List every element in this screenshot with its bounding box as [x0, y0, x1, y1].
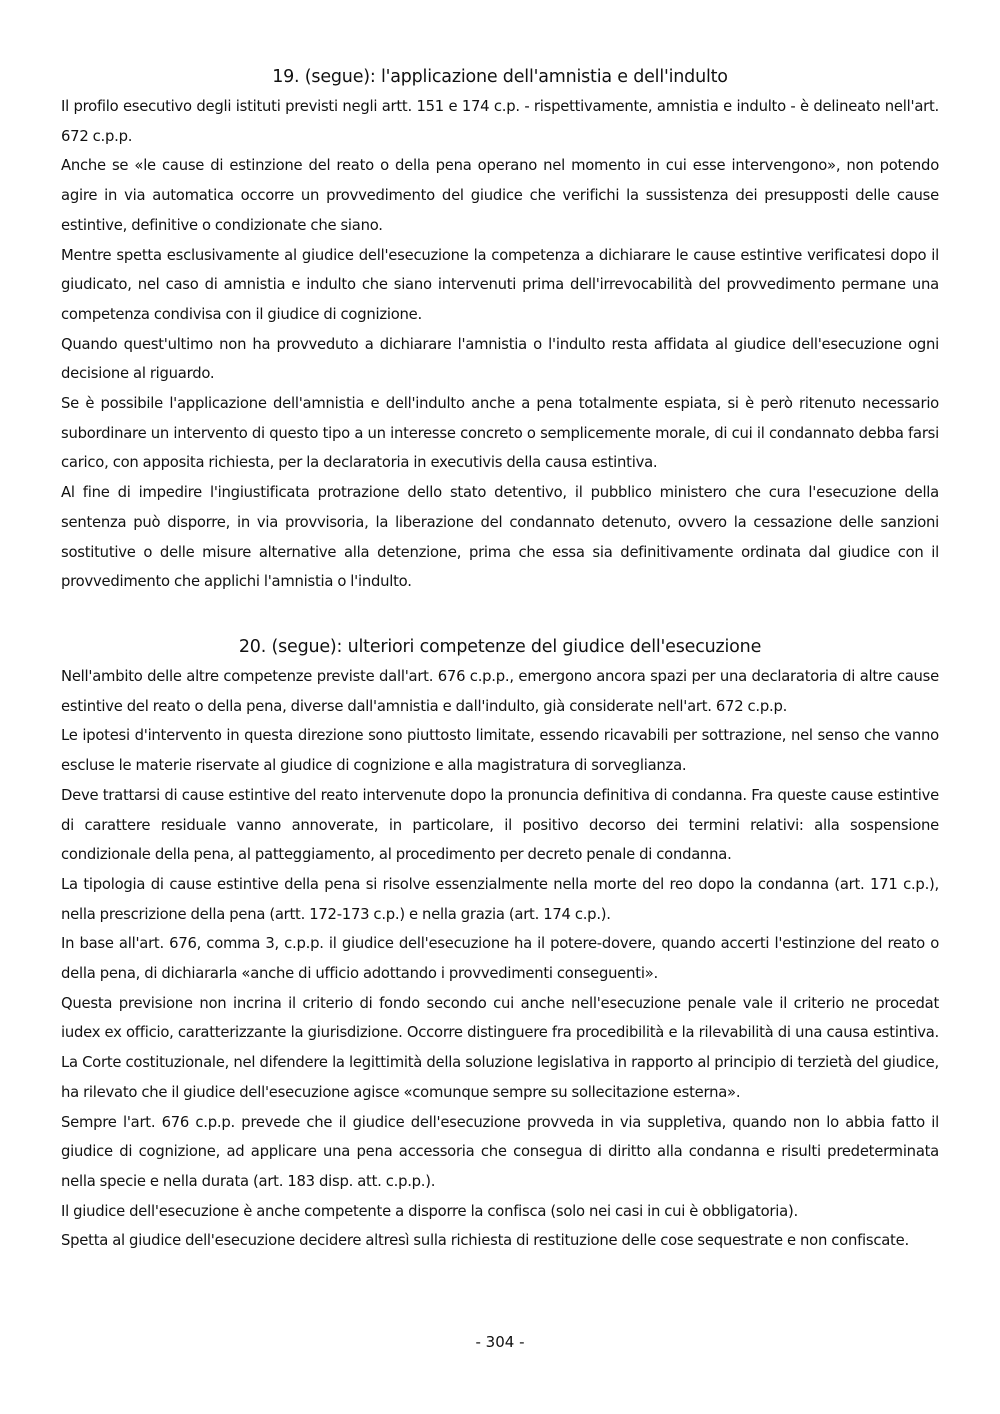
paragraph: Nell'ambito delle altre competenze previste dall'art. 676 c.p.p., emergono ancora spazi per una declaratoria di altre cause estintive del reato o della pena, diverse dall'amnistia e dall'indulto, già considerate nell'art. 672 c.p.p. [61, 668, 939, 715]
section-19 [61, 62, 939, 597]
paragraph: Deve trattarsi di cause estintive del reato intervenute dopo la pronuncia definitiva di condanna. Fra queste cause estintive di carattere residuale vanno annoverate, in particolare, il positivo decorso dei termini relativi: alla sospensione condizionale della pena, al patteggiamento, al procedimento per decreto penale di condanna. [61, 786, 939, 864]
paragraph: Le ipotesi d'intervento in questa direzione sono piuttosto limitate, essendo ricavabili per sottrazione, nel senso che vanno escluse le materie riservate al giudice di cognizione e alla magistratura di sorveglianza. [61, 727, 939, 775]
section-title: 19. (segue): l'applicazione dell'amnistia e dell'indulto [272, 67, 728, 87]
paragraph: Il giudice dell'esecuzione è anche competente a disporre la confisca (solo nei casi in cui è obbligatoria). [61, 1202, 798, 1220]
paragraph: In base all'art. 676, comma 3, c.p.p. il giudice dell'esecuzione ha il potere-dovere, quando accerti l'estinzione del reato o della pena, di dichiararla «anche di ufficio adottando i provvedimenti conseguenti». [61, 935, 939, 983]
paragraph: Il profilo esecutivo degli istituti previsti negli artt. 151 e 174 c.p. - rispettivamente, amnistia e indulto - è delineato nell'art. 672 c.p.p. [61, 98, 939, 145]
paragraph: Questa previsione non incrina il criterio di fondo secondo cui anche nell'esecuzione penale vale il criterio ne procedat iudex ex officio, caratterizzante la giurisdizione. Occorre distinguere fra procedibilità e la rilevabilità di una causa estintiva. La Corte costituzionale, nel difendere la legittimità della soluzione legislativa in rapporto al principio di terzietà del giudice, ha rilevato che il giudice dell'esecuzione agisce «comunque sempre su sollecitazione esterna». [61, 994, 939, 1101]
paragraph: La tipologia di cause estintive della pena si risolve essenzialmente nella morte del reo dopo la condanna (art. 171 c.p.), nella prescrizione della pena (artt. 172-173 c.p.) e nella grazia (art. 174 c.p.). [61, 875, 939, 923]
section-20 [61, 632, 939, 1256]
section-title: 20. (segue): ulteriori competenze del giudice dell'esecuzione [238, 637, 762, 657]
paragraph: Se è possibile l'applicazione dell'amnistia e dell'indulto anche a pena totalmente espiata, si è però ritenuto necessario subordinare un intervento di questo tipo a un interesse concreto o semplicemente morale, di cui il condannato debba farsi carico, con apposita richiesta, per la declaratoria in executivis della causa estintiva. [61, 395, 939, 472]
paragraph: Spetta al giudice dell'esecuzione decidere altresì sulla richiesta di restituzione delle cose sequestrate e non confiscate. [61, 1232, 909, 1250]
page-number: - 304 - [475, 1333, 525, 1351]
paragraph: Quando quest'ultimo non ha provveduto a dichiarare l'amnistia o l'indulto resta affidata al giudice dell'esecuzione ogni decisione al riguardo. [61, 335, 939, 383]
paragraph: Al fine di impedire l'ingiustificata protrazione dello stato detentivo, il pubblico ministero che cura l'esecuzione della sentenza può disporre, in via provvisoria, la liberazione del condannato detenuto, ovvero la cessazione delle sanzioni sostitutive o delle misure alternative alla detenzione, prima che essa sia definitivamente ordinata dal giudice con il provvedimento che applichi l'amnistia o l'indulto. [61, 484, 939, 591]
paragraph: Mentre spetta esclusivamente al giudice dell'esecuzione la competenza a dichiarare le cause estintive verificatesi dopo il giudicato, nel caso di amnistia e indulto che siano intervenuti prima dell'irrevocabilità del provvedimento permane una competenza condivisa con il giudice di cognizione. [61, 246, 939, 323]
paragraph: Anche se «le cause di estinzione del reato o della pena operano nel momento in cui esse intervengono», non potendo agire in via automatica occorre un provvedimento del giudice che verifichi la sussistenza dei presupposti delle cause estintive, definitive o condizionate che siano. [61, 157, 939, 234]
paragraph: Sempre l'art. 676 c.p.p. prevede che il giudice dell'esecuzione provveda in via suppletiva, quando non lo abbia fatto il giudice di cognizione, ad applicare una pena accessoria che consegua di diritto alla condanna e risulti predeterminata nella specie e nella durata (art. 183 disp. att. c.p.p.). [61, 1113, 939, 1190]
